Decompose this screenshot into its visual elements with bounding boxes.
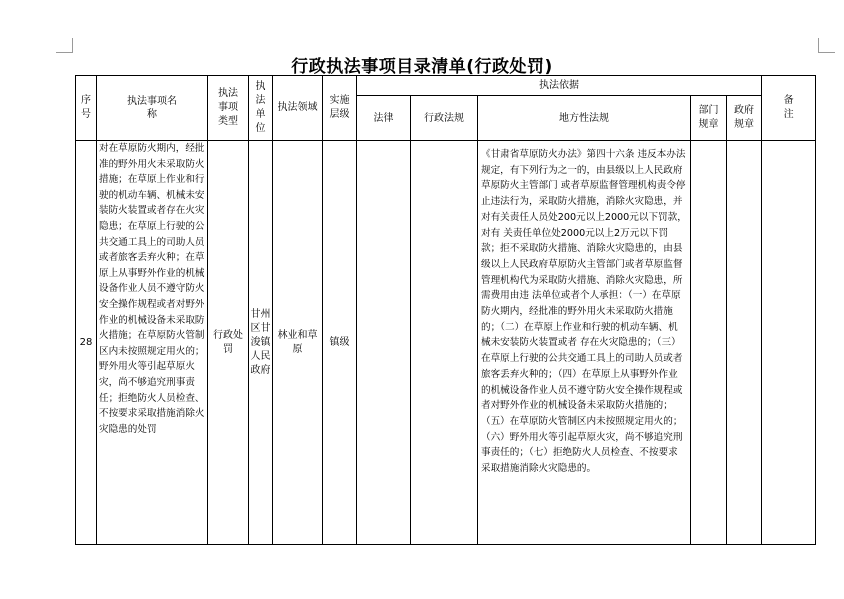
cell-dept-rule	[691, 141, 727, 545]
cell-field: 林业和草原	[273, 141, 323, 545]
header-item-name: 执法事项名称	[97, 76, 208, 141]
header-level: 实施层级	[323, 76, 357, 141]
table-row	[76, 141, 816, 545]
header-admin-reg: 行政法规	[411, 96, 478, 141]
header-remark: 备注	[762, 76, 816, 141]
header-item-type: 执法事项类型	[208, 76, 249, 141]
header-basis: 执法依据	[357, 76, 762, 96]
cell-seq: 28	[76, 141, 97, 545]
cell-local-reg: 《甘肃省草原防火办法》第四十六条 违反本办法规定，有下列行为之一的，由县级以上人民政府草原防火主管部门 或者草原监督管理机构责令停止违法行为，采取防火措施，消除火灾隐患，并对有关责任人员处200元以上2000元以下罚款，对有 关责任单位处2000元以上2万元以下罚款；拒不采取防火措施、消除火灾隐患的，由县级以上人民政府草原防火主管部门或者草原监督管理机构代为采取防火措施、消除火灾隐患，所需费用由违 法单位或者个人承担：（一）在草原防火期内，经批准的野外用火未采取防火措施的；（二）在草原上作业和行驶的机动车辆、机械未安装防火装置或者 存在火灾隐患的；（三）在草原上行驶的公共交通工具上的司助人员或者旅客丢弃火种的；（四）在草原上从事野外作业的机械设备作业人员不遵守防火安全操作规程或者对野外作业的机械设备未采取防火措施的；（五）在草原防火管制区内未按照规定用火的；（六）野外用火等引起草原火灾，尚不够追究刑事责任的；（七）拒绝防火人员检查、不按要求采取措施消除火灾隐患的。	[478, 141, 691, 545]
cell-law	[357, 141, 411, 545]
enforcement-table	[75, 75, 816, 545]
cell-remark	[762, 141, 816, 545]
cell-gov-rule	[727, 141, 762, 545]
header-gov-rule: 政府规章	[727, 96, 762, 141]
header-dept-rule: 部门规章	[691, 96, 727, 141]
cell-item-type: 行政处罚	[208, 141, 249, 545]
cell-admin-reg	[411, 141, 478, 545]
cell-item-name: 对在草原防火期内，经批准的野外用火未采取防火措施；在草原上作业和行驶的机动车辆、机械未安装防火装置或者存在火灾隐患；在草原上行驶的公共交通工具上的司助人员或者旅客丢弃火种；在草原上从事野外作业的机械设备作业人员不遵守防火安全操作规程或者对野外作业的机械设备未采取防火措施；在草原防火管制区内未按照规定用火的；野外用火等引起草原火灾，尚不够追究刑事责任；拒绝防火人员检查、不按要求采取措施消除火灾隐患的处罚	[97, 141, 208, 545]
document-title: 行政执法事项目录清单(行政处罚)	[291, 57, 553, 77]
header-seq: 序号	[76, 76, 97, 141]
header-law: 法律	[357, 96, 411, 141]
header-row-1	[76, 76, 816, 96]
header-field: 执法领域	[273, 76, 323, 141]
cell-unit: 甘州区甘浚镇人民政府	[249, 141, 273, 545]
header-unit: 执法单位	[249, 76, 273, 141]
crop-mark-top-left	[56, 38, 73, 53]
crop-mark-top-right	[818, 38, 835, 53]
cell-level: 镇级	[323, 141, 357, 545]
header-local-reg: 地方性法规	[478, 96, 691, 141]
